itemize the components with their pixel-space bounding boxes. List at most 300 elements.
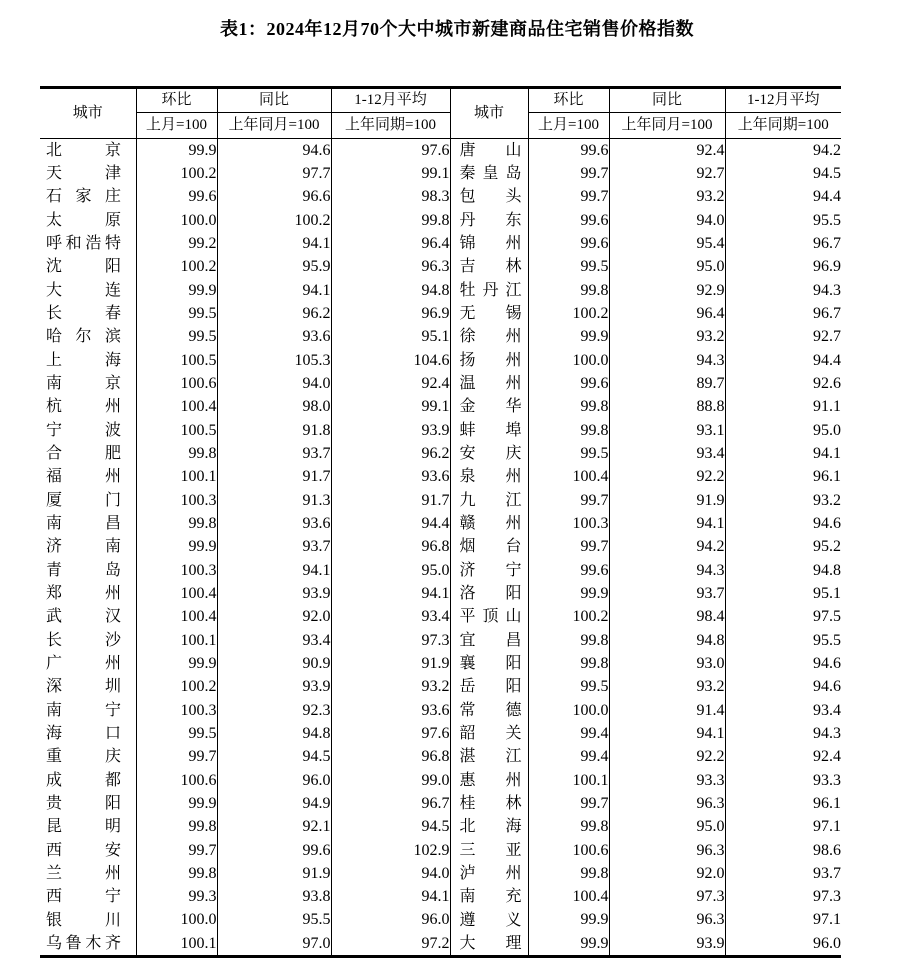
mom-value-right: 99.8 <box>528 396 609 419</box>
city-cell-left <box>40 372 136 395</box>
city-cell-right <box>450 559 528 582</box>
table-row <box>40 722 841 745</box>
yoy-value-left: 100.2 <box>217 209 331 232</box>
table-row <box>40 536 841 559</box>
city-name-left: 成都 <box>46 771 121 789</box>
city-cell-right <box>450 326 528 349</box>
city-cell-left <box>40 349 136 372</box>
city-cell-right <box>450 186 528 209</box>
avg-value-right: 93.3 <box>725 769 841 792</box>
city-cell-right <box>450 442 528 465</box>
avg-value-right: 97.3 <box>725 886 841 909</box>
price-index-table <box>40 86 841 958</box>
yoy-value-right: 96.4 <box>609 302 725 325</box>
city-name-right: 无锡 <box>459 305 522 323</box>
avg-value-left: 91.9 <box>331 652 450 675</box>
mom-value-right: 99.6 <box>528 232 609 255</box>
avg-value-right: 97.1 <box>725 816 841 839</box>
city-cell-right <box>450 676 528 699</box>
city-cell-left <box>40 536 136 559</box>
mom-value-right: 100.0 <box>528 349 609 372</box>
mom-value-left: 99.5 <box>136 722 217 745</box>
avg-value-right: 93.4 <box>725 699 841 722</box>
avg-value-left: 93.4 <box>331 606 450 629</box>
mom-value-right: 99.7 <box>528 489 609 512</box>
yoy-value-right: 88.8 <box>609 396 725 419</box>
avg-value-left: 93.2 <box>331 676 450 699</box>
city-cell-left <box>40 676 136 699</box>
table-row <box>40 209 841 232</box>
mom-value-right: 99.5 <box>528 442 609 465</box>
city-cell-right <box>450 256 528 279</box>
table-row <box>40 186 841 209</box>
table-row <box>40 932 841 957</box>
mom-value-right: 100.4 <box>528 886 609 909</box>
city-cell-right <box>450 302 528 325</box>
mom-value-left: 100.5 <box>136 419 217 442</box>
avg-value-left: 96.9 <box>331 302 450 325</box>
city-cell-right <box>450 886 528 909</box>
yoy-value-left: 93.6 <box>217 326 331 349</box>
city-cell-right <box>450 536 528 559</box>
yoy-value-right: 96.3 <box>609 839 725 862</box>
mom-value-left: 99.2 <box>136 232 217 255</box>
avg-value-left: 97.6 <box>331 722 450 745</box>
avg-value-left: 97.2 <box>331 932 450 957</box>
yoy-value-left: 94.1 <box>217 559 331 582</box>
city-cell-right <box>450 279 528 302</box>
city-name-right: 徐州 <box>459 328 522 346</box>
city-cell-right <box>450 652 528 675</box>
yoy-value-right: 93.2 <box>609 676 725 699</box>
yoy-value-left: 93.4 <box>217 629 331 652</box>
yoy-value-left: 93.9 <box>217 582 331 605</box>
city-name-right: 包头 <box>459 188 522 206</box>
mom-value-right: 99.9 <box>528 582 609 605</box>
city-name-right: 吉林 <box>459 258 522 276</box>
city-cell-right <box>450 232 528 255</box>
yoy-value-right: 94.3 <box>609 349 725 372</box>
city-name-right: 蚌埠 <box>459 421 522 439</box>
mom-value-left: 100.6 <box>136 372 217 395</box>
mom-value-left: 99.6 <box>136 186 217 209</box>
avg-value-left: 99.0 <box>331 769 450 792</box>
mom-value-right: 100.2 <box>528 606 609 629</box>
avg-value-left: 97.3 <box>331 629 450 652</box>
table-row <box>40 326 841 349</box>
city-cell-left <box>40 746 136 769</box>
yoy-value-right: 93.9 <box>609 932 725 957</box>
city-name-right: 济宁 <box>459 561 522 579</box>
city-cell-right <box>450 769 528 792</box>
city-name-left: 重庆 <box>46 748 121 766</box>
table-row <box>40 629 841 652</box>
city-name-right: 温州 <box>459 375 522 393</box>
city-cell-left <box>40 139 136 163</box>
avg-value-right: 94.4 <box>725 349 841 372</box>
city-cell-left <box>40 396 136 419</box>
avg-value-left: 96.0 <box>331 909 450 932</box>
city-name-left: 贵阳 <box>46 795 121 813</box>
city-cell-left <box>40 326 136 349</box>
header-avg-base-left: 上年同期=100 <box>331 113 450 139</box>
avg-value-right: 96.7 <box>725 232 841 255</box>
yoy-value-right: 93.3 <box>609 769 725 792</box>
city-cell-right <box>450 722 528 745</box>
city-name-right: 丹东 <box>459 211 522 229</box>
avg-value-left: 96.8 <box>331 746 450 769</box>
city-name-left: 西安 <box>46 841 121 859</box>
avg-value-right: 92.4 <box>725 746 841 769</box>
mom-value-left: 100.3 <box>136 489 217 512</box>
avg-value-left: 102.9 <box>331 839 450 862</box>
mom-value-right: 99.8 <box>528 862 609 885</box>
table-row <box>40 139 841 163</box>
avg-value-right: 94.3 <box>725 722 841 745</box>
mom-value-left: 99.8 <box>136 862 217 885</box>
header-city-left: 城市 <box>40 88 136 139</box>
yoy-value-left: 92.3 <box>217 699 331 722</box>
table-row <box>40 839 841 862</box>
mom-value-right: 99.7 <box>528 186 609 209</box>
city-cell-right <box>450 349 528 372</box>
table-row <box>40 442 841 465</box>
city-name-left: 呼和浩特 <box>46 235 121 253</box>
mom-value-right: 100.6 <box>528 839 609 862</box>
table-row <box>40 302 841 325</box>
city-name-left: 深圳 <box>46 678 121 696</box>
city-cell-left <box>40 209 136 232</box>
table-body <box>40 139 841 957</box>
city-name-left: 银川 <box>46 911 121 929</box>
city-name-right: 常德 <box>459 701 522 719</box>
mom-value-right: 99.6 <box>528 139 609 163</box>
city-name-left: 长沙 <box>46 631 121 649</box>
yoy-value-right: 94.1 <box>609 722 725 745</box>
city-cell-left <box>40 186 136 209</box>
city-cell-left <box>40 419 136 442</box>
city-name-right: 大理 <box>459 934 522 952</box>
avg-value-left: 93.9 <box>331 419 450 442</box>
yoy-value-left: 91.8 <box>217 419 331 442</box>
table-row <box>40 559 841 582</box>
yoy-value-right: 94.3 <box>609 559 725 582</box>
city-name-right: 锦州 <box>459 235 522 253</box>
table-title: 表1：2024年12月70个大中城市新建商品住宅销售价格指数 <box>220 19 694 39</box>
city-name-right: 九江 <box>459 491 522 509</box>
mom-value-left: 99.3 <box>136 886 217 909</box>
table-row <box>40 279 841 302</box>
yoy-value-left: 95.9 <box>217 256 331 279</box>
yoy-value-left: 92.0 <box>217 606 331 629</box>
mom-value-left: 100.1 <box>136 466 217 489</box>
city-name-left: 济南 <box>46 538 121 556</box>
yoy-value-left: 96.6 <box>217 186 331 209</box>
yoy-value-left: 91.9 <box>217 862 331 885</box>
yoy-value-left: 96.2 <box>217 302 331 325</box>
avg-value-left: 94.1 <box>331 582 450 605</box>
avg-value-right: 96.1 <box>725 792 841 815</box>
header-yoy-right: 同比 <box>609 88 725 113</box>
city-cell-right <box>450 162 528 185</box>
avg-value-right: 95.0 <box>725 419 841 442</box>
city-cell-left <box>40 279 136 302</box>
city-name-left: 昆明 <box>46 818 121 836</box>
mom-value-left: 100.1 <box>136 932 217 957</box>
mom-value-right: 99.7 <box>528 536 609 559</box>
city-name-left: 南宁 <box>46 701 121 719</box>
mom-value-right: 99.5 <box>528 256 609 279</box>
yoy-value-left: 94.1 <box>217 279 331 302</box>
avg-value-right: 95.5 <box>725 209 841 232</box>
avg-value-right: 92.6 <box>725 372 841 395</box>
city-name-right: 惠州 <box>459 771 522 789</box>
header-mom-base-left: 上月=100 <box>136 113 217 139</box>
city-cell-left <box>40 162 136 185</box>
table-row <box>40 512 841 535</box>
yoy-value-right: 92.9 <box>609 279 725 302</box>
header-mom-base-right: 上月=100 <box>528 113 609 139</box>
mom-value-right: 99.8 <box>528 279 609 302</box>
city-cell-left <box>40 909 136 932</box>
mom-value-left: 100.2 <box>136 162 217 185</box>
city-name-left: 南京 <box>46 375 121 393</box>
avg-value-right: 94.1 <box>725 442 841 465</box>
city-name-left: 合肥 <box>46 445 121 463</box>
city-cell-left <box>40 652 136 675</box>
mom-value-right: 99.8 <box>528 816 609 839</box>
yoy-value-left: 94.8 <box>217 722 331 745</box>
avg-value-left: 97.6 <box>331 139 450 163</box>
avg-value-left: 92.4 <box>331 372 450 395</box>
yoy-value-left: 91.3 <box>217 489 331 512</box>
yoy-value-left: 94.9 <box>217 792 331 815</box>
city-name-right: 襄阳 <box>459 655 522 673</box>
mom-value-right: 99.8 <box>528 652 609 675</box>
avg-value-right: 96.7 <box>725 302 841 325</box>
avg-value-left: 94.8 <box>331 279 450 302</box>
yoy-value-left: 98.0 <box>217 396 331 419</box>
avg-value-left: 95.0 <box>331 559 450 582</box>
table-row <box>40 816 841 839</box>
mom-value-left: 100.2 <box>136 676 217 699</box>
yoy-value-right: 94.1 <box>609 512 725 535</box>
yoy-value-left: 97.0 <box>217 932 331 957</box>
table-row <box>40 489 841 512</box>
mom-value-right: 99.9 <box>528 932 609 957</box>
city-name-left: 厦门 <box>46 491 121 509</box>
avg-value-right: 94.6 <box>725 512 841 535</box>
table-row <box>40 372 841 395</box>
city-name-right: 泉州 <box>459 468 522 486</box>
yoy-value-right: 92.4 <box>609 139 725 163</box>
city-cell-right <box>450 746 528 769</box>
mom-value-left: 99.7 <box>136 746 217 769</box>
yoy-value-right: 92.2 <box>609 466 725 489</box>
mom-value-left: 100.6 <box>136 769 217 792</box>
avg-value-left: 94.0 <box>331 862 450 885</box>
mom-value-right: 99.9 <box>528 326 609 349</box>
mom-value-left: 99.8 <box>136 816 217 839</box>
yoy-value-right: 97.3 <box>609 886 725 909</box>
avg-value-left: 98.3 <box>331 186 450 209</box>
yoy-value-right: 94.0 <box>609 209 725 232</box>
mom-value-right: 99.7 <box>528 162 609 185</box>
city-name-right: 秦皇岛 <box>459 165 522 183</box>
mom-value-right: 100.4 <box>528 466 609 489</box>
mom-value-right: 99.6 <box>528 372 609 395</box>
table-row <box>40 582 841 605</box>
yoy-value-left: 94.5 <box>217 746 331 769</box>
avg-value-right: 98.6 <box>725 839 841 862</box>
avg-value-left: 104.6 <box>331 349 450 372</box>
avg-value-right: 94.2 <box>725 139 841 163</box>
mom-value-left: 99.7 <box>136 839 217 862</box>
city-cell-left <box>40 559 136 582</box>
city-name-right: 烟台 <box>459 538 522 556</box>
city-cell-left <box>40 606 136 629</box>
mom-value-left: 100.4 <box>136 606 217 629</box>
avg-value-right: 95.5 <box>725 629 841 652</box>
yoy-value-left: 91.7 <box>217 466 331 489</box>
city-name-right: 遵义 <box>459 911 522 929</box>
yoy-value-left: 92.1 <box>217 816 331 839</box>
mom-value-right: 99.6 <box>528 559 609 582</box>
header-avg-left: 1-12月平均 <box>331 88 450 113</box>
yoy-value-right: 93.1 <box>609 419 725 442</box>
city-name-right: 平顶山 <box>459 608 522 626</box>
city-name-left: 长春 <box>46 305 121 323</box>
mom-value-left: 100.0 <box>136 909 217 932</box>
city-name-right: 牡丹江 <box>459 281 522 299</box>
city-cell-right <box>450 512 528 535</box>
city-cell-right <box>450 792 528 815</box>
city-cell-left <box>40 816 136 839</box>
yoy-value-right: 92.7 <box>609 162 725 185</box>
mom-value-left: 99.8 <box>136 512 217 535</box>
mom-value-right: 100.0 <box>528 699 609 722</box>
yoy-value-left: 93.7 <box>217 442 331 465</box>
mom-value-left: 100.3 <box>136 559 217 582</box>
avg-value-right: 93.7 <box>725 862 841 885</box>
city-name-right: 北海 <box>459 818 522 836</box>
yoy-value-right: 95.4 <box>609 232 725 255</box>
avg-value-right: 96.9 <box>725 256 841 279</box>
city-cell-left <box>40 489 136 512</box>
city-name-left: 宁波 <box>46 421 121 439</box>
header-avg-base-right: 上年同期=100 <box>725 113 841 139</box>
city-name-left: 石家庄 <box>46 188 121 206</box>
yoy-value-left: 97.7 <box>217 162 331 185</box>
yoy-value-right: 95.0 <box>609 816 725 839</box>
city-cell-left <box>40 862 136 885</box>
city-name-left: 哈尔滨 <box>46 328 121 346</box>
avg-value-right: 93.2 <box>725 489 841 512</box>
city-cell-left <box>40 256 136 279</box>
table-row <box>40 349 841 372</box>
table-row <box>40 676 841 699</box>
city-name-left: 兰州 <box>46 865 121 882</box>
avg-value-left: 96.8 <box>331 536 450 559</box>
table-row <box>40 792 841 815</box>
mom-value-left: 99.9 <box>136 279 217 302</box>
yoy-value-right: 98.4 <box>609 606 725 629</box>
city-cell-left <box>40 792 136 815</box>
avg-value-right: 91.1 <box>725 396 841 419</box>
mom-value-right: 99.4 <box>528 722 609 745</box>
avg-value-left: 93.6 <box>331 699 450 722</box>
avg-value-right: 92.7 <box>725 326 841 349</box>
yoy-value-right: 96.3 <box>609 792 725 815</box>
mom-value-left: 99.9 <box>136 652 217 675</box>
mom-value-right: 99.8 <box>528 419 609 442</box>
city-cell-right <box>450 139 528 163</box>
table-row <box>40 909 841 932</box>
avg-value-right: 96.1 <box>725 466 841 489</box>
city-name-right: 泸州 <box>459 865 522 882</box>
city-name-left: 天津 <box>46 165 121 183</box>
city-name-left: 沈阳 <box>46 258 121 276</box>
city-name-right: 唐山 <box>459 141 522 159</box>
city-cell-left <box>40 886 136 909</box>
city-name-right: 南充 <box>459 888 522 906</box>
city-cell-left <box>40 699 136 722</box>
city-name-right: 扬州 <box>459 351 522 369</box>
city-cell-right <box>450 839 528 862</box>
avg-value-left: 99.8 <box>331 209 450 232</box>
city-cell-left <box>40 722 136 745</box>
yoy-value-right: 93.4 <box>609 442 725 465</box>
city-name-left: 乌鲁木齐 <box>46 934 121 952</box>
yoy-value-right: 92.2 <box>609 746 725 769</box>
avg-value-left: 91.7 <box>331 489 450 512</box>
city-cell-right <box>450 466 528 489</box>
avg-value-left: 94.1 <box>331 886 450 909</box>
avg-value-right: 94.4 <box>725 186 841 209</box>
yoy-value-right: 91.9 <box>609 489 725 512</box>
avg-value-right: 95.2 <box>725 536 841 559</box>
header-yoy-left: 同比 <box>217 88 331 113</box>
city-name-left: 海口 <box>46 725 121 743</box>
city-name-right: 金华 <box>459 398 522 416</box>
mom-value-left: 100.3 <box>136 699 217 722</box>
city-cell-left <box>40 629 136 652</box>
header-avg-right: 1-12月平均 <box>725 88 841 113</box>
city-cell-left <box>40 582 136 605</box>
avg-value-right: 94.8 <box>725 559 841 582</box>
table-row <box>40 162 841 185</box>
avg-value-right: 94.5 <box>725 162 841 185</box>
yoy-value-right: 91.4 <box>609 699 725 722</box>
yoy-value-left: 94.0 <box>217 372 331 395</box>
avg-value-left: 96.2 <box>331 442 450 465</box>
city-name-right: 岳阳 <box>459 678 522 696</box>
mom-value-right: 99.6 <box>528 209 609 232</box>
city-name-left: 广州 <box>46 655 121 673</box>
yoy-value-left: 95.5 <box>217 909 331 932</box>
mom-value-left: 99.9 <box>136 792 217 815</box>
mom-value-left: 99.9 <box>136 536 217 559</box>
city-cell-right <box>450 396 528 419</box>
yoy-value-left: 93.6 <box>217 512 331 535</box>
mom-value-right: 99.9 <box>528 909 609 932</box>
yoy-value-left: 93.9 <box>217 676 331 699</box>
header-row-base <box>40 113 841 139</box>
table-row <box>40 746 841 769</box>
yoy-value-left: 94.1 <box>217 232 331 255</box>
table-row <box>40 396 841 419</box>
table-row <box>40 769 841 792</box>
